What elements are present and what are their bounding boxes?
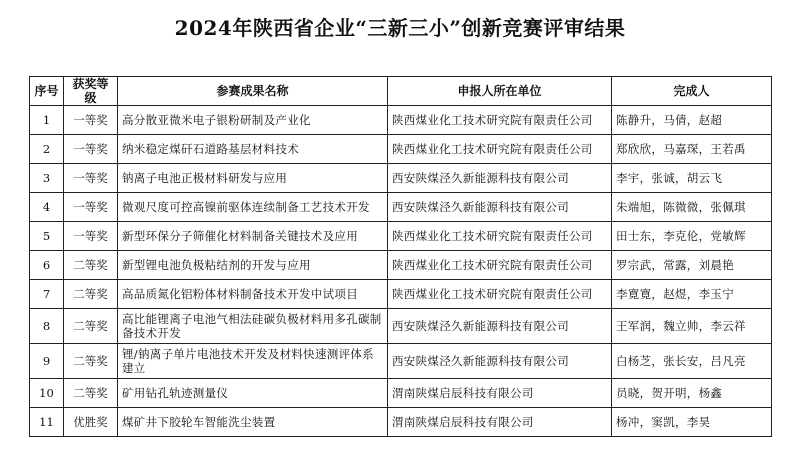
cell-people: 杨冲，窦凯，李昊 [612, 408, 772, 437]
cell-no: 3 [30, 164, 64, 193]
cell-people: 朱端旭，陈微微，张佩琪 [612, 193, 772, 222]
cell-no: 7 [30, 280, 64, 309]
cell-project: 钠离子电池正极材料研发与应用 [118, 164, 388, 193]
cell-project: 煤矿井下胶轮车智能洗尘装置 [118, 408, 388, 437]
cell-level: 一等奖 [64, 222, 118, 251]
cell-people: 田士东，李克伦，党敏辉 [612, 222, 772, 251]
cell-unit: 西安陕煤泾久新能源科技有限公司 [388, 193, 612, 222]
cell-no: 10 [30, 379, 64, 408]
table-row [30, 280, 772, 309]
cell-people: 陈静升，马倩，赵超 [612, 106, 772, 135]
cell-unit: 陕西煤业化工技术研究院有限责任公司 [388, 280, 612, 309]
cell-unit: 陕西煤业化工技术研究院有限责任公司 [388, 135, 612, 164]
table-row [30, 408, 772, 437]
cell-level: 一等奖 [64, 164, 118, 193]
table-row [30, 193, 772, 222]
cell-project: 矿用钻孔轨迹测量仪 [118, 379, 388, 408]
cell-level: 二等奖 [64, 379, 118, 408]
cell-project: 高品质氮化铝粉体材料制备技术开发中试项目 [118, 280, 388, 309]
cell-unit: 陕西煤业化工技术研究院有限责任公司 [388, 222, 612, 251]
cell-people: 员晓，贺开明，杨鑫 [612, 379, 772, 408]
cell-no: 9 [30, 344, 64, 379]
cell-level: 二等奖 [64, 344, 118, 379]
cell-unit: 渭南陕煤启辰科技有限公司 [388, 408, 612, 437]
cell-no: 1 [30, 106, 64, 135]
cell-no: 5 [30, 222, 64, 251]
cell-unit: 陕西煤业化工技术研究院有限责任公司 [388, 106, 612, 135]
header-people: 完成人 [612, 77, 772, 106]
table-body [30, 106, 772, 437]
header-project: 参赛成果名称 [118, 77, 388, 106]
cell-people: 李宇，张诚，胡云飞 [612, 164, 772, 193]
cell-no: 2 [30, 135, 64, 164]
cell-project: 高分散亚微米电子银粉研制及产业化 [118, 106, 388, 135]
cell-unit: 西安陕煤泾久新能源科技有限公司 [388, 344, 612, 379]
cell-project: 高比能锂离子电池气相法硅碳负极材料用多孔碳制备技术开发 [118, 309, 388, 344]
cell-no: 4 [30, 193, 64, 222]
cell-project: 新型环保分子筛催化材料制备关键技术及应用 [118, 222, 388, 251]
table-row [30, 344, 772, 379]
cell-level: 一等奖 [64, 135, 118, 164]
cell-unit: 西安陕煤泾久新能源科技有限公司 [388, 309, 612, 344]
results-table [29, 76, 772, 437]
page-title: 2024年陕西省企业“三新三小”创新竞赛评审结果 [174, 16, 626, 40]
cell-project: 微观尺度可控高镍前驱体连续制备工艺技术开发 [118, 193, 388, 222]
cell-level: 二等奖 [64, 280, 118, 309]
header-no: 序号 [30, 77, 64, 106]
table-header-row [30, 77, 772, 106]
table-row [30, 164, 772, 193]
header-unit: 申报人所在单位 [388, 77, 612, 106]
table-row [30, 135, 772, 164]
cell-unit: 西安陕煤泾久新能源科技有限公司 [388, 164, 612, 193]
cell-no: 11 [30, 408, 64, 437]
cell-people: 罗宗武，常露，刘晨艳 [612, 251, 772, 280]
cell-people: 郑欣欣，马嘉琛，王若禹 [612, 135, 772, 164]
table-row [30, 222, 772, 251]
cell-level: 一等奖 [64, 106, 118, 135]
cell-no: 8 [30, 309, 64, 344]
table-row [30, 309, 772, 344]
table-row [30, 379, 772, 408]
cell-unit: 陕西煤业化工技术研究院有限责任公司 [388, 251, 612, 280]
cell-level: 一等奖 [64, 193, 118, 222]
cell-project: 新型锂电池负极粘结剂的开发与应用 [118, 251, 388, 280]
cell-level: 二等奖 [64, 309, 118, 344]
cell-unit: 渭南陕煤启辰科技有限公司 [388, 379, 612, 408]
cell-level: 二等奖 [64, 251, 118, 280]
table-row [30, 251, 772, 280]
cell-people: 白杨芝，张长安，吕凡亮 [612, 344, 772, 379]
cell-project: 纳米稳定煤矸石道路基层材料技术 [118, 135, 388, 164]
cell-people: 李寛寛，赵煜，李玉宁 [612, 280, 772, 309]
header-level: 获奖等级 [64, 77, 118, 106]
cell-project: 锂/钠离子单片电池技术开发及材料快速测评体系建立 [118, 344, 388, 379]
cell-level: 优胜奖 [64, 408, 118, 437]
cell-no: 6 [30, 251, 64, 280]
table-row [30, 106, 772, 135]
cell-people: 王军润，魏立帅，李云祥 [612, 309, 772, 344]
